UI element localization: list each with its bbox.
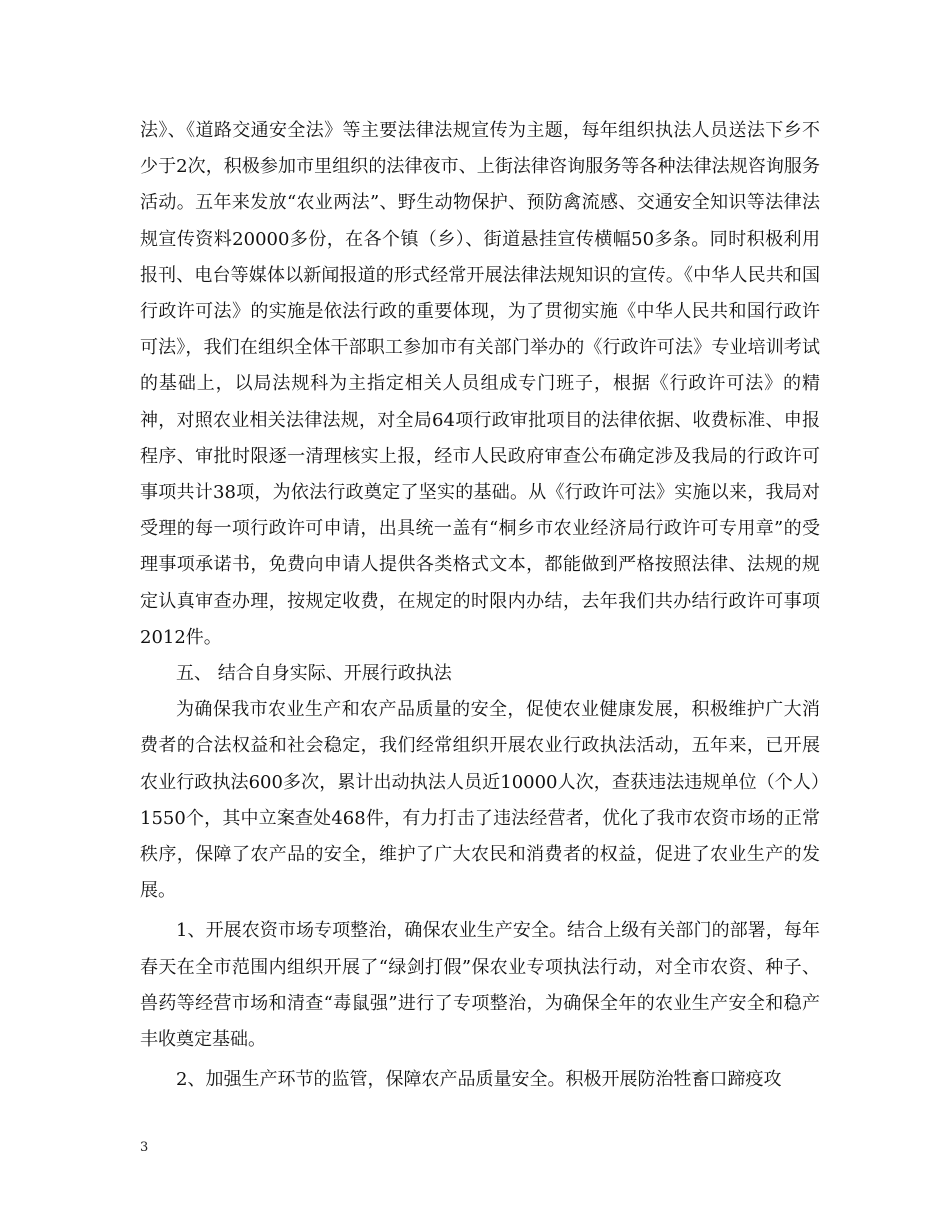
paragraph-legal-publicity: 法》、《道路交通安全法》等主要法律法规宣传为主题，每年组织执法人员送法下乡不少于2次，积极参加市里组织的法律夜市、上街法律咨询服务等各种法律法规咨询服务活动。五年来发放“农业两法”、野生动物保护、预防禽流感、交通安全知识等法律法规宣传资料20000多份，在各个镇（乡）、街道悬挂宣传横幅50多条。同时积极利用报刊、电台等媒体以新闻报道的形式经常开展法律法规知识的宣传。《中华人民共和国行政许可法》的实施是依法行政的重要体现，为了贯彻实施《中华人民共和国行政许可法》，我们在组织全体干部职工参加市有关部门举办的《行政许可法》专业培训考试的基础上，以局法规科为主指定相关人员组成专门班子，根据《行政许可法》的精神，对照农业相关法律法规，对全局64项行政审批项目的法律依据、收费标准、申报程序、审批时限逐一清理核实上报，经市人民政府审查公布确定涉及我局的行政许可事项共计38项，为依法行政奠定了坚实的基础。从《行政许可法》实施以来，我局对受理的每一项行政许可申请，出具统一盖有“桐乡市农业经济局行政许可专用章”的受理事项承诺书，免费向申请人提供各类格式文本，都能做到严格按照法律、法规的规定认真审查办理，按规定收费，在规定的时限内办结，去年我们共办结行政许可事项2012件。 — [140, 120, 820, 648]
paragraph-administrative-enforcement: 为确保我市农业生产和农产品质量的安全，促使农业健康发展，积极维护广大消费者的合法权益和社会稳定，我们经常组织开展农业行政执法活动，五年来，已开展农业行政执法600多次，累计出动执法人员近10000人次，查获违法违规单位（个人）1550个，其中立案查处468件，有力打击了违法经营者，优化了我市农资市场的正常秩序，保障了农产品的安全，维护了广大农民和消费者的权益，促进了农业生产的发展。 — [140, 699, 820, 902]
page-body — [140, 113, 820, 1098]
section-heading-5: 五、 结合自身实际、开展行政执法 — [176, 663, 452, 685]
page-number: 3 — [140, 1140, 149, 1155]
paragraph-market-rectification: 1、开展农资市场专项整治，确保农业生产安全。结合上级有关部门的部署，每年春天在全市范围内组织开展了“绿剑打假”保农业专项执法行动，对全市农资、种子、兽药等经营市场和清查“毒鼠强”进行了专项整治，为确保全年的农业生产安全和稳产丰收奠定基础。 — [140, 920, 820, 1051]
paragraph-production-supervision: 2、加强生产环节的监管，保障农产品质量安全。积极开展防治牲畜口蹄疫攻 — [176, 1069, 782, 1091]
